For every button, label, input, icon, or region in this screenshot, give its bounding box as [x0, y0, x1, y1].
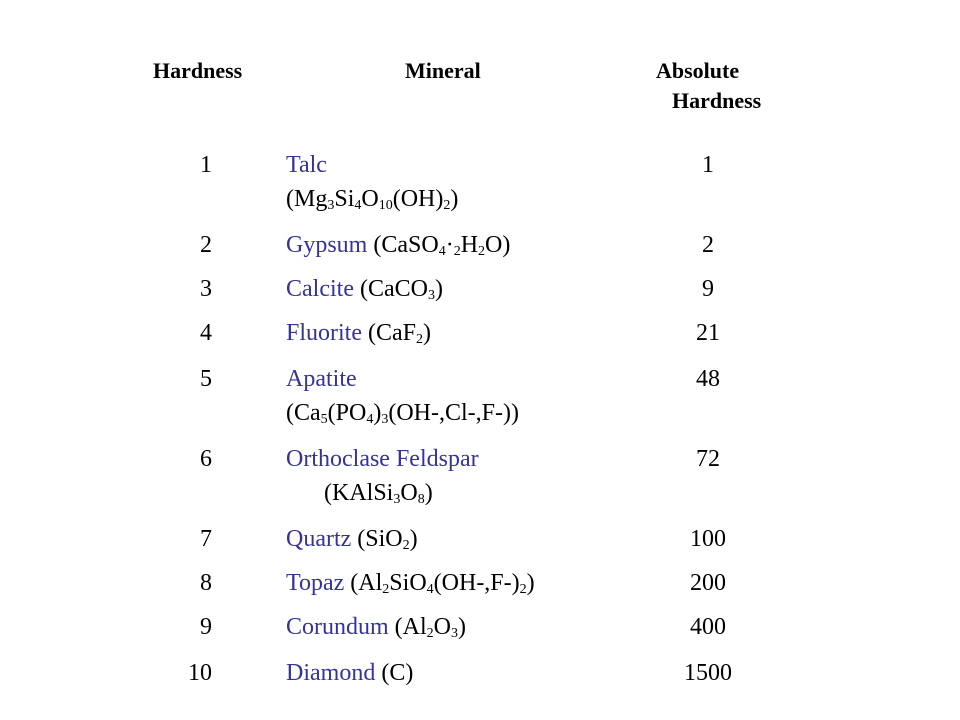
hardness-value: 1	[200, 152, 212, 178]
mineral-name: Fluorite	[286, 320, 362, 346]
mineral-formula: $(Ca_5(PO_4)_3(OH-,Cl-,F-))$	[286, 400, 519, 427]
mineral-cell	[286, 566, 646, 600]
mineral-name: Corundum	[286, 614, 389, 640]
header-mineral: Mineral	[405, 58, 481, 83]
absolute-hardness-value: 400	[690, 614, 726, 640]
header-absolute-hardness	[656, 56, 796, 116]
mineral-cell	[286, 228, 646, 262]
mineral-formula: $(Al_2O_3)$	[394, 614, 467, 641]
mineral-formula: (C)	[381, 660, 414, 686]
mineral-name: Diamond	[286, 660, 376, 686]
header-absolute-line2: Hardness	[672, 88, 762, 113]
mineral-name: Talc	[286, 152, 327, 178]
hardness-value: 4	[200, 320, 212, 346]
mineral-name: Gypsum	[286, 232, 368, 258]
absolute-hardness-value: 21	[696, 320, 720, 346]
absolute-hardness-value: 72	[696, 446, 720, 472]
mineral-cell	[286, 610, 646, 644]
mineral-cell	[286, 272, 646, 306]
hardness-value: 10	[188, 660, 212, 686]
mineral-name: Apatite	[286, 366, 357, 392]
absolute-hardness-value: 48	[696, 366, 720, 392]
hardness-value: 9	[200, 614, 212, 640]
mineral-cell	[286, 362, 646, 430]
absolute-hardness-value: 200	[690, 570, 726, 596]
mineral-cell	[286, 656, 646, 690]
mineral-formula: (CaCO$_3$)	[359, 276, 443, 303]
header-hardness: Hardness	[153, 58, 243, 83]
mineral-cell	[286, 442, 646, 510]
absolute-hardness-value: 9	[702, 276, 714, 302]
absolute-hardness-value: 2	[702, 232, 714, 258]
hardness-value: 6	[200, 446, 212, 472]
mineral-formula: (CaF$_2$)	[368, 320, 431, 347]
hardness-value: 5	[200, 366, 212, 392]
mineral-name: Quartz	[286, 526, 352, 552]
absolute-hardness-value: 1	[702, 152, 714, 178]
hardness-value: 7	[200, 526, 212, 552]
mineral-cell	[286, 522, 646, 556]
mineral-formula: $(Mg_3Si_4O_{10}(OH)_2)$	[286, 186, 459, 213]
mineral-formula: $(CaSO_4\cdot_2H_2O)$	[373, 232, 511, 259]
absolute-hardness-value: 1500	[684, 660, 732, 686]
mineral-name: Calcite	[286, 276, 354, 302]
mineral-formula: $(KAlSi_3O_8)$	[324, 480, 433, 507]
mineral-name: Topaz	[286, 570, 345, 596]
hardness-value: 8	[200, 570, 212, 596]
hardness-value: 3	[200, 276, 212, 302]
mineral-cell	[286, 316, 646, 350]
mineral-name: Orthoclase Feldspar	[286, 446, 479, 472]
header-absolute-line1: Absolute	[656, 58, 740, 83]
mineral-cell	[286, 148, 646, 216]
hardness-value: 2	[200, 232, 212, 258]
mineral-formula: $(Al_2SiO_4(OH-,F-)_2)$	[350, 570, 535, 597]
mineral-formula: (SiO$_2$)	[357, 526, 418, 553]
absolute-hardness-value: 100	[690, 526, 726, 552]
